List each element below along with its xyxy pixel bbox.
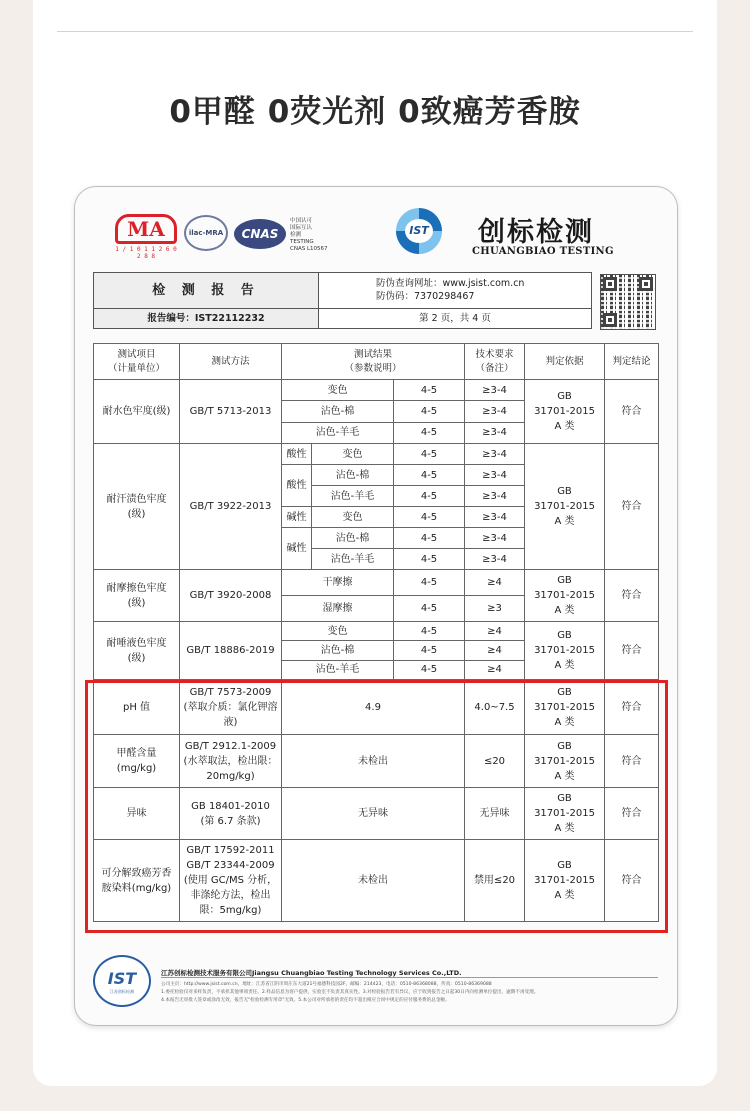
- sub-group: 酸性: [281, 464, 312, 507]
- sub-value: 4-5: [393, 485, 465, 507]
- judgement-result: 符合: [604, 621, 659, 680]
- sub-requirement: ≥3: [464, 595, 525, 622]
- sub-requirement: ≥3-4: [464, 464, 525, 486]
- sub-value: 4-5: [393, 464, 465, 486]
- test-method: GB/T 3922-2013: [179, 443, 282, 570]
- sub-value: 4-5: [393, 621, 465, 641]
- judgement-basis: GB 31701-2015 A 类: [524, 569, 605, 622]
- sub-requirement: ≥4: [464, 621, 525, 641]
- sub-value: 4-5: [393, 506, 465, 528]
- sub-requirement: ≥3-4: [464, 422, 525, 444]
- sub-param: 干摩擦: [281, 569, 394, 596]
- sub-param: 沾色-棉: [281, 640, 394, 660]
- table-header: 技术要求 （备注）: [464, 343, 525, 380]
- sub-requirement: ≥4: [464, 569, 525, 596]
- report-number: 报告编号：IST22112232: [94, 309, 319, 328]
- judgement-basis: GB 31701-2015 A 类: [524, 734, 605, 788]
- test-requirement: ≤20: [464, 734, 525, 788]
- test-requirement: 无异味: [464, 787, 525, 840]
- sub-param: 湿摩擦: [281, 595, 394, 622]
- judgement-basis: GB 31701-2015 A 类: [524, 787, 605, 840]
- test-item: 异味: [93, 787, 180, 840]
- sub-requirement: ≥4: [464, 640, 525, 660]
- table-header: 判定结论: [604, 343, 659, 380]
- sub-requirement: ≥3-4: [464, 527, 525, 549]
- sub-value: 4-5: [393, 443, 465, 465]
- footer-line: 4.本报告无审批人签章或涂改无效，报告无"检验检测专用章"无效。5.本公司对所承担的责任均不超出相应合同中规定的应付服务费的总金额。: [161, 998, 450, 1003]
- judgement-basis: GB 31701-2015 A 类: [524, 839, 605, 922]
- sub-requirement: ≥3-4: [464, 506, 525, 528]
- table-header: 判定依据: [524, 343, 605, 380]
- judgement-result: 符合: [604, 679, 659, 735]
- judgement-basis: GB 31701-2015 A 类: [524, 379, 605, 444]
- test-item: 耐汗渍色牢度 (级): [93, 443, 180, 570]
- cnas-accreditation-text: 中国认可 国际互认 检测 TESTING CNAS L10567: [290, 218, 328, 252]
- highlight-box: [85, 680, 668, 933]
- sub-param: 变色: [281, 621, 394, 641]
- sub-param: 沾色-羊毛: [311, 485, 394, 507]
- test-item: 可分解致癌芳香 胺染料(mg/kg): [93, 839, 180, 922]
- test-value: 无异味: [281, 787, 465, 840]
- table-header: 测试项目 （计量单位）: [93, 343, 180, 380]
- judgement-result: 符合: [604, 734, 659, 788]
- test-method: GB/T 5713-2013: [179, 379, 282, 444]
- test-method: GB/T 2912.1-2009 (水萃取法，检出限： 20mg/kg): [179, 734, 282, 788]
- judgement-result: 符合: [604, 443, 659, 570]
- divider: [57, 31, 693, 32]
- ist-logo-icon: IST: [396, 208, 442, 254]
- sub-value: 4-5: [393, 400, 465, 422]
- test-method: GB 18401-2010 (第 6.7 条款): [179, 787, 282, 840]
- sub-value: 4-5: [393, 595, 465, 622]
- page-title: 0甲醛 0荧光剂 0致癌芳香胺: [169, 94, 581, 130]
- sub-requirement: ≥3-4: [464, 379, 525, 401]
- report-header-box: [93, 272, 592, 329]
- judgement-basis: GB 31701-2015 A 类: [524, 443, 605, 570]
- sub-group: 碱性: [281, 527, 312, 570]
- test-value: 4.9: [281, 679, 465, 735]
- sub-param: 沾色-羊毛: [311, 548, 394, 570]
- cnas-logo-icon: CNAS: [234, 219, 286, 249]
- test-requirement: 禁用≤20: [464, 839, 525, 922]
- footer-company: 江苏创标检测技术服务有限公司Jiangsu Chuangbiao Testing Technology Services Co.,LTD.: [161, 969, 462, 977]
- judgement-result: 符合: [604, 569, 659, 622]
- judgement-basis: GB 31701-2015 A 类: [524, 621, 605, 680]
- brand-name-cn: 创标检测: [478, 217, 594, 248]
- test-item: 耐水色牢度(级): [93, 379, 180, 444]
- report-title: 检 测 报 告: [94, 273, 319, 309]
- test-item: 耐唾液色牢度 (级): [93, 621, 180, 680]
- sub-value: 4-5: [393, 569, 465, 596]
- sub-param: 沾色-羊毛: [281, 422, 394, 444]
- judgement-basis: GB 31701-2015 A 类: [524, 679, 605, 735]
- sub-value: 4-5: [393, 640, 465, 660]
- sub-requirement: ≥4: [464, 660, 525, 680]
- verification-info: 防伪查询网址：www.jsist.com.cn 防伪码：7370298467: [319, 273, 591, 309]
- sub-value: 4-5: [393, 548, 465, 570]
- table-header: 测试方法: [179, 343, 282, 380]
- judgement-result: 符合: [604, 379, 659, 444]
- sub-param: 变色: [311, 506, 394, 528]
- footer-divider: [161, 977, 658, 978]
- sub-requirement: ≥3-4: [464, 548, 525, 570]
- test-method: GB/T 17592-2011 GB/T 23344-2009 (使用 GC/MS 分析， 非涤纶方法，检出 限：5mg/kg): [179, 839, 282, 922]
- test-requirement: 4.0~7.5: [464, 679, 525, 735]
- page-info: 第 2 页，共 4 页: [419, 313, 491, 324]
- sub-param: 沾色-棉: [311, 464, 394, 486]
- test-method: GB/T 7573-2009 (萃取介质：氯化钾溶 液): [179, 679, 282, 735]
- sub-param: 沾色-棉: [311, 527, 394, 549]
- sub-requirement: ≥3-4: [464, 400, 525, 422]
- sub-requirement: ≥3-4: [464, 485, 525, 507]
- sub-param: 沾色-羊毛: [281, 660, 394, 680]
- test-item: pH 值: [93, 679, 180, 735]
- sub-param: 变色: [281, 379, 394, 401]
- sub-param: 变色: [311, 443, 394, 465]
- test-value: 未检出: [281, 734, 465, 788]
- ist-footer-logo-icon: IST 江苏创标检测: [93, 955, 151, 1007]
- ilac-mra-logo-icon: ilac-MRA: [184, 215, 228, 251]
- sub-value: 4-5: [393, 422, 465, 444]
- test-item: 甲醛含量 (mg/kg): [93, 734, 180, 788]
- sub-param: 沾色-棉: [281, 400, 394, 422]
- judgement-result: 符合: [604, 787, 659, 840]
- qr-code-icon: [600, 274, 656, 330]
- test-value: 未检出: [281, 839, 465, 922]
- test-method: GB/T 3920-2008: [179, 569, 282, 622]
- test-item: 耐摩擦色牢度 (级): [93, 569, 180, 622]
- judgement-result: 符合: [604, 839, 659, 922]
- sub-requirement: ≥3-4: [464, 443, 525, 465]
- sub-value: 4-5: [393, 527, 465, 549]
- sub-value: 4-5: [393, 379, 465, 401]
- sub-group: 酸性: [281, 443, 312, 465]
- sub-group: 碱性: [281, 506, 312, 528]
- sub-value: 4-5: [393, 660, 465, 680]
- footer-line: 1.委托检验仅对来样负责，不承担其他事项责任。2.样品信息为客户提供，实验室不负责其真实性。3.对检验报告若有异议，应于收到报告之日起30日内向检测单位提出，逾期不再受理。: [161, 990, 539, 995]
- cma-logo-icon: MA 1 / 1 0 1 1 2 6 0 2 8 8: [115, 214, 177, 250]
- table-header: 测试结果 （参数说明）: [281, 343, 465, 380]
- brand-name-en: CHUANGBIAO TESTING: [472, 246, 614, 257]
- footer-line: 公司主页：http://www.jsist.com.cn，地址：江苏省江阴市周庄东大道21号福德科技园2F，邮编：214423，电话：0510-86368088，传真：0510-86369088: [161, 982, 492, 987]
- test-method: GB/T 18886-2019: [179, 621, 282, 680]
